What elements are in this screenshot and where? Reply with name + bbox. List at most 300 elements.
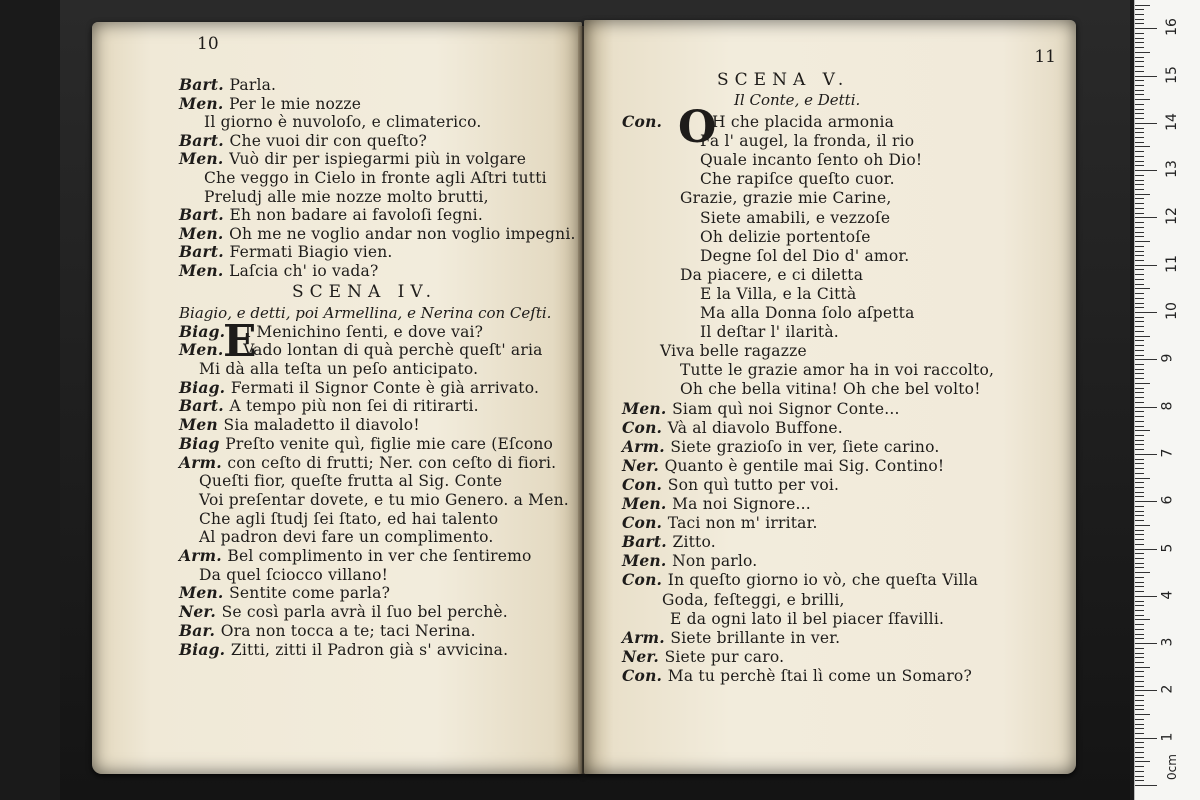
right-line (622, 628, 840, 648)
verse-text: Ora non tocca a te; taci Nerina. (220, 621, 476, 640)
ruler-tick (1135, 52, 1150, 53)
ruler-tick (1135, 274, 1144, 275)
verse-text: Se così parla avrà il ſuo bel perchè. (221, 603, 508, 622)
ruler-tick (1135, 463, 1144, 464)
left-page-number: 10 (197, 34, 219, 54)
scene-v-subtitle: Il Conte, e Detti. (734, 91, 861, 109)
speaker-label: Con. (622, 665, 668, 685)
verse-text: Queſti fior, queſte frutta al Sig. Conte (199, 472, 503, 491)
verse-text: Il deſtar l' ilarità. (700, 323, 839, 342)
verse-text: Laſcia ch' io vada? (229, 262, 379, 280)
ruler-tick (1135, 776, 1144, 777)
left-line (199, 359, 478, 379)
verse-text: H che placida armonia (712, 113, 895, 131)
right-line (700, 227, 871, 247)
ruler-tick (1135, 336, 1150, 337)
verse-text: Zitti, zitti il Padron già s' avvicina. (230, 640, 509, 659)
ruler-tick (1135, 449, 1144, 450)
speaker-label: Men. (179, 223, 230, 243)
left-line (204, 187, 489, 207)
verse-text: Fermati il Signor Conte è già arrivato. (230, 378, 540, 397)
ruler-tick (1135, 203, 1144, 204)
ruler-tick (1135, 383, 1150, 384)
verse-text: Ma alla Donna ſolo aſpetta (700, 304, 915, 322)
ruler-tick (1135, 657, 1144, 658)
dropcap-o: O (678, 102, 717, 153)
verse-text: Vuò dir per ispiegarmi più in volgare (229, 150, 527, 169)
ruler-tick (1135, 236, 1144, 237)
ruler-tick (1135, 265, 1157, 266)
verse-text: Da piacere, e ci diletta (680, 265, 864, 284)
verse-text: Siete amabili, e vezzoſe (700, 208, 891, 227)
ruler-number: 15 (1163, 65, 1180, 84)
ruler-tick (1135, 534, 1144, 535)
verse-text: Che rapiſce queſto cuor. (700, 170, 895, 189)
ruler-tick (1135, 563, 1144, 564)
ruler-tick (1135, 653, 1144, 654)
ruler-tick (1135, 780, 1144, 781)
right-line (700, 208, 890, 228)
ruler-tick (1135, 496, 1144, 497)
verse-text: Goda, feſteggi, e brilli, (662, 590, 845, 609)
ruler-tick (1135, 440, 1144, 441)
ruler-tick (1135, 19, 1144, 20)
ruler-tick (1135, 208, 1144, 209)
ruler-tick (1135, 624, 1144, 625)
ruler-tick (1135, 596, 1157, 597)
ruler-tick (1135, 539, 1144, 540)
ruler-tick (1135, 42, 1144, 43)
verse-text: Il giorno è nuvoloſo, e climaterico. (204, 113, 482, 132)
ruler-tick (1135, 525, 1150, 526)
scene-iv-heading: SCENA IV. (292, 281, 438, 302)
speaker-label: Bart. (179, 205, 230, 225)
verse-text: Siete grazioſo in ver, ſiete carino. (670, 437, 940, 456)
ruler-tick (1135, 705, 1144, 706)
speaker-label: Con. (622, 570, 668, 590)
speaker-label: Con. (622, 474, 668, 494)
verse-text: Oh che bella vitina! Oh che bel volto! (680, 380, 981, 399)
right-line (622, 532, 716, 552)
ruler-number: 6 (1159, 495, 1176, 505)
verse-text: Zitto. (672, 533, 716, 552)
ruler-tick (1135, 47, 1144, 48)
verse-text: Preſto venite quì, figlie mie care (Eſcono (225, 434, 554, 453)
right-line (680, 379, 981, 399)
ruler-number: 2 (1159, 684, 1176, 694)
ruler-tick (1135, 700, 1144, 701)
right-line (680, 188, 891, 208)
speaker-label: Bart. (179, 75, 230, 94)
ruler-tick (1135, 298, 1144, 299)
ruler-tick (1135, 648, 1144, 649)
verse-text: Sentite come parla? (229, 584, 391, 603)
verse-text: Bel complimento in ver che ſentiremo (227, 547, 532, 565)
right-line (700, 150, 922, 170)
ruler-tick (1135, 123, 1157, 124)
ruler-tick (1135, 615, 1144, 616)
verse-text: Siam quì noi Signor Conte... (672, 399, 900, 418)
right-line (700, 169, 895, 189)
ruler-number: 1 (1159, 732, 1176, 742)
ruler-tick (1135, 478, 1150, 479)
ruler-tick (1135, 454, 1157, 455)
right-line (700, 284, 856, 304)
ruler-tick (1135, 14, 1144, 15)
ruler-tick (1135, 392, 1144, 393)
ruler-tick (1135, 146, 1150, 147)
ruler-tick (1135, 619, 1150, 620)
ruler-tick (1135, 468, 1144, 469)
ruler-tick (1135, 312, 1157, 313)
ruler-tick (1135, 161, 1144, 162)
ruler-tick (1135, 586, 1144, 587)
ruler-tick (1135, 487, 1144, 488)
ruler-tick (1135, 217, 1157, 218)
ruler-tick (1135, 572, 1150, 573)
ruler-tick (1135, 303, 1144, 304)
verse-text: Vado lontan di quà perchè queſt' aria (243, 341, 543, 360)
ruler-tick (1135, 175, 1144, 176)
left-line (199, 471, 502, 491)
scene-iv-subtitle: Biagio, e detti, poi Armellina, e Nerina con Ceſti. (179, 303, 552, 322)
right-line (622, 475, 839, 495)
ruler-unit: 0cm (1164, 754, 1179, 780)
ruler-tick (1135, 411, 1144, 412)
verse-text: Fermati Biagio vien. (229, 243, 393, 262)
ruler-tick (1135, 634, 1144, 635)
ruler-tick (1135, 198, 1144, 199)
ruler-tick (1135, 355, 1144, 356)
right-line (622, 666, 972, 686)
ruler-tick (1135, 785, 1157, 786)
ruler-tick (1135, 76, 1157, 77)
ruler-tick (1135, 104, 1144, 105)
ruler-tick (1135, 482, 1144, 483)
ruler-tick (1135, 582, 1144, 583)
speaker-label: Men. (179, 340, 230, 360)
left-line (179, 131, 427, 151)
ruler-number: 11 (1163, 254, 1180, 273)
right-line (662, 590, 845, 610)
right-line (622, 570, 978, 590)
ruler-tick (1135, 407, 1157, 408)
verse-text: In queſto giorno io vò, che queſta Villa (667, 571, 979, 590)
ruler-tick (1135, 605, 1144, 606)
verse-text: A tempo più non ſei di ritirarti. (229, 397, 479, 416)
speaker-label: Men. (179, 93, 230, 113)
ruler-tick (1135, 165, 1144, 166)
ruler-tick (1135, 184, 1144, 185)
speaker-label: Men. (622, 398, 673, 418)
left-line (199, 490, 569, 510)
ruler-tick (1135, 667, 1150, 668)
right-line (622, 494, 811, 514)
verse-text: Siete brillante in ver. (670, 628, 841, 647)
verse-text: Voi preſentar dovete, e tu mio Genero. a Men. (199, 490, 569, 509)
speaker-label: Ner. (622, 455, 665, 475)
ruler-tick (1135, 350, 1144, 351)
speaker-label: Arm. (622, 627, 671, 647)
verse-text: Taci non m' irritar. (667, 514, 818, 533)
speaker-label: Men. (622, 494, 673, 513)
ruler-tick (1135, 364, 1144, 365)
verse-text: Son quì tutto per voi. (667, 475, 840, 494)
left-line (199, 565, 388, 585)
first-speaker: Con. (622, 112, 663, 131)
ruler-tick (1135, 388, 1144, 389)
ruler-tick (1135, 752, 1144, 753)
verse-text: Ma noi Signore... (672, 495, 811, 513)
measuring-ruler (1134, 0, 1200, 800)
ruler-tick (1135, 549, 1157, 550)
ruler-tick (1135, 761, 1150, 762)
ruler-tick (1135, 94, 1144, 95)
speaker-label: Bar. (179, 620, 221, 640)
left-line (179, 322, 483, 342)
right-line (622, 647, 784, 667)
ruler-tick (1135, 567, 1144, 568)
ruler-tick (1135, 57, 1144, 58)
ruler-tick (1135, 345, 1144, 346)
speaker-label: Biag. (179, 639, 231, 659)
ruler-tick (1135, 222, 1144, 223)
speaker-label: Ner. (179, 602, 222, 622)
ruler-number: 9 (1159, 353, 1176, 363)
right-line (700, 303, 915, 323)
speaker-label: Bart. (179, 396, 230, 416)
ruler-number: 16 (1163, 18, 1180, 37)
ruler-number: 13 (1163, 160, 1180, 179)
verse-text: Quale incanto ſento oh Dio! (700, 151, 923, 170)
ruler-tick (1135, 629, 1144, 630)
ruler-tick (1135, 591, 1144, 592)
ruler-tick (1135, 577, 1144, 578)
ruler-tick (1135, 251, 1144, 252)
verse-text: Non parlo. (672, 552, 758, 571)
ruler-tick (1135, 326, 1144, 327)
verse-text: Oh delizie portentoſe (700, 227, 871, 246)
ruler-tick (1135, 544, 1144, 545)
speaker-label: Bart. (622, 532, 673, 552)
ruler-number: 7 (1159, 448, 1176, 458)
left-line (179, 396, 479, 416)
right-line (660, 341, 807, 361)
ruler-tick (1135, 227, 1144, 228)
ruler-tick (1135, 293, 1144, 294)
verse-text: Parla. (229, 76, 277, 94)
left-line (179, 621, 476, 641)
ruler-tick (1135, 724, 1144, 725)
ruler-tick (1135, 284, 1144, 285)
ruler-tick (1135, 728, 1144, 729)
verse-text: Da quel ſciocco villano! (199, 565, 389, 584)
ruler-tick (1135, 331, 1144, 332)
ruler-number: 8 (1159, 401, 1176, 411)
speaker-label: Biag. (179, 321, 231, 341)
speaker-label: Bart. (179, 130, 230, 150)
right-line (680, 360, 994, 380)
ruler-number: 10 (1163, 302, 1180, 320)
ruler-tick (1135, 118, 1144, 119)
verse-text: Siete pur caro. (664, 647, 785, 666)
right-line (670, 609, 944, 629)
ruler-tick (1135, 747, 1144, 748)
ruler-tick (1135, 681, 1144, 682)
ruler-tick (1135, 28, 1157, 29)
right-line (622, 456, 944, 476)
ruler-tick (1135, 137, 1144, 138)
left-line (179, 434, 553, 454)
verse-text: Sia maladetto il diavolo! (223, 416, 420, 435)
verse-text: Eh non badare ai favoloſi ſegni. (229, 206, 483, 225)
ruler-tick (1135, 610, 1144, 611)
right-page (584, 20, 1076, 774)
ruler-tick (1135, 80, 1144, 81)
ruler-tick (1135, 638, 1144, 639)
ruler-tick (1135, 766, 1144, 767)
ruler-tick (1135, 501, 1157, 502)
ruler-tick (1135, 255, 1144, 256)
left-line (179, 340, 543, 360)
verse-text: Degne ſol del Dio d' amor. (700, 246, 910, 265)
left-line (179, 261, 379, 281)
ruler-tick (1135, 113, 1144, 114)
right-line (622, 513, 818, 533)
ruler-tick (1135, 180, 1144, 181)
ruler-tick (1135, 416, 1144, 417)
verse-text: con ceſto di frutti; Ner. con ceſto di fiori. (227, 453, 557, 472)
ruler-tick (1135, 671, 1144, 672)
ruler-tick (1135, 530, 1144, 531)
ruler-tick (1135, 170, 1157, 171)
ruler-tick (1135, 307, 1144, 308)
left-line (179, 602, 508, 622)
ruler-tick (1135, 402, 1144, 403)
speaker-label: Men. (622, 551, 673, 571)
ruler-tick (1135, 9, 1144, 10)
left-line (179, 583, 390, 603)
ruler-tick (1135, 213, 1144, 214)
ruler-tick (1135, 260, 1144, 261)
verse-text: Grazie, grazie mie Carine, (680, 189, 892, 208)
ruler-tick (1135, 109, 1144, 110)
ruler-tick (1135, 142, 1144, 143)
ruler-tick (1135, 643, 1157, 644)
ruler-tick (1135, 421, 1144, 422)
right-line (700, 322, 839, 342)
left-line (179, 378, 539, 398)
ruler-tick (1135, 492, 1144, 493)
right-line (622, 399, 900, 419)
ruler-tick (1135, 662, 1144, 663)
left-line (199, 527, 494, 547)
speaker-label: Arm. (622, 436, 671, 456)
ruler-tick (1135, 435, 1144, 436)
ruler-tick (1135, 511, 1144, 512)
verse-text: Viva belle ragazze (660, 342, 807, 361)
ruler-tick (1135, 520, 1144, 521)
ruler-tick (1135, 246, 1144, 247)
right-line (622, 437, 940, 457)
verse-text: Oh me ne voglio andar non voglio impegni. (229, 224, 576, 243)
speaker-label: Con. (622, 513, 668, 533)
scene-v-heading: SCENA V. (717, 70, 850, 90)
ruler-tick (1135, 709, 1144, 710)
verse-text: Quanto è gentile mai Sig. Contino! (664, 456, 945, 475)
ruler-tick (1135, 676, 1144, 677)
left-line (179, 149, 526, 169)
left-line (179, 453, 556, 473)
left-line (179, 640, 508, 660)
speaker-label: Men. (179, 261, 230, 280)
ruler-tick (1135, 241, 1150, 242)
right-line (712, 112, 894, 132)
ruler-tick (1135, 359, 1157, 360)
verse-text: E la Villa, e la Città (700, 284, 857, 303)
ruler-tick (1135, 66, 1144, 67)
verse-text: E da ogni lato il bel piacer ſfavilli. (670, 609, 945, 628)
ruler-tick (1135, 430, 1150, 431)
ruler-tick (1135, 515, 1144, 516)
right-line (700, 131, 914, 151)
ruler-tick (1135, 714, 1150, 715)
ruler-tick (1135, 771, 1144, 772)
ruler-tick (1135, 369, 1144, 370)
ruler-number: 3 (1159, 637, 1176, 647)
right-line (622, 551, 757, 571)
right-line (700, 246, 909, 266)
ruler-tick (1135, 85, 1144, 86)
speaker-label: Men (179, 415, 224, 435)
ruler-number: 5 (1159, 543, 1176, 552)
speaker-label: Arm. (179, 452, 228, 472)
verse-text: Mi dà alla teſta un peſo anticipato. (199, 360, 479, 378)
ruler-number: 4 (1159, 590, 1176, 600)
ruler-tick (1135, 742, 1144, 743)
left-line (179, 415, 420, 435)
speaker-label: Ner. (622, 646, 665, 666)
left-line (204, 112, 482, 132)
ruler-tick (1135, 99, 1150, 100)
ruler-tick (1135, 33, 1144, 34)
left-line (179, 224, 576, 244)
ruler-number: 12 (1163, 207, 1180, 226)
left-line (204, 168, 547, 188)
ruler-tick (1135, 132, 1144, 133)
left-line (179, 205, 483, 225)
ruler-tick (1135, 397, 1144, 398)
ruler-tick (1135, 156, 1144, 157)
ruler-tick (1135, 279, 1144, 280)
left-line (179, 546, 532, 566)
ruler-tick (1135, 189, 1144, 190)
right-line (680, 265, 863, 285)
ruler-tick (1135, 232, 1144, 233)
ruler-tick (1135, 373, 1144, 374)
verse-text: Preludj alle mie nozze molto brutti, (204, 187, 489, 206)
ruler-tick (1135, 473, 1144, 474)
speaker-label: Bart. (179, 242, 230, 262)
ruler-tick (1135, 128, 1144, 129)
left-line (179, 75, 276, 95)
ruler-tick (1135, 194, 1150, 195)
ruler-tick (1135, 269, 1144, 270)
ruler-tick (1135, 601, 1144, 602)
left-line (179, 94, 361, 114)
left-line (199, 509, 498, 529)
ruler-tick (1135, 426, 1144, 427)
